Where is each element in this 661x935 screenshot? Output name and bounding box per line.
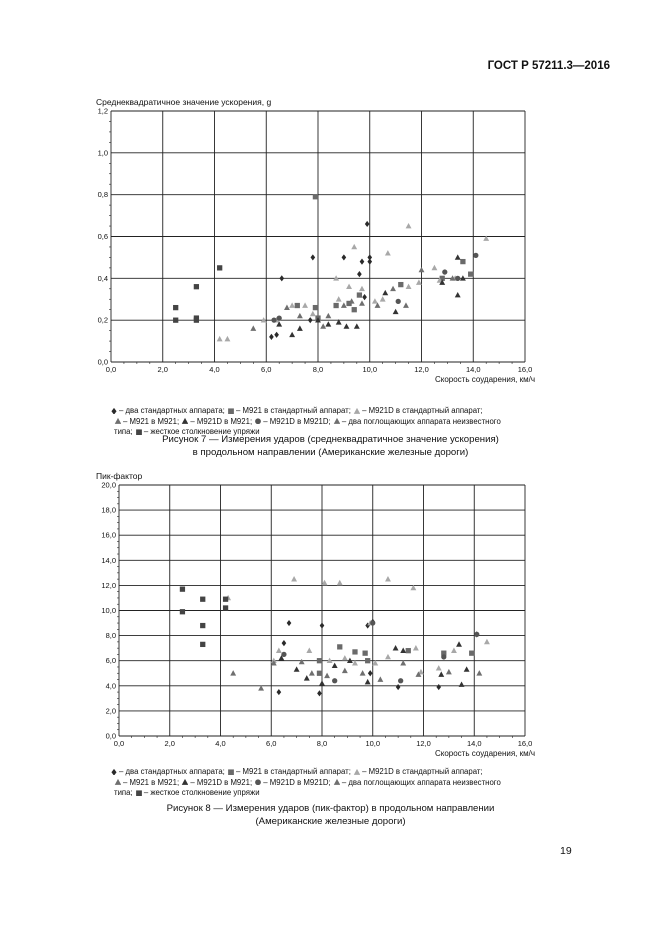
chart1-point-triangle_dark	[325, 321, 331, 326]
chart2-point-triangle_dark	[319, 680, 325, 685]
legend-label: – два стандартных аппарата;	[119, 767, 227, 776]
chart2-y-tick-label: 16,0	[101, 530, 116, 540]
chart1-point-circle_gray	[271, 318, 276, 323]
chart2-point-triangle_light	[337, 580, 343, 585]
chart1-point-triangle_light	[416, 279, 422, 284]
legend-marker-shape	[228, 769, 234, 775]
chart1-point-square_gray	[460, 259, 465, 264]
chart2-point-triangle_dark	[459, 681, 465, 686]
chart1-point-diamond_dark	[279, 275, 284, 281]
legend-item	[181, 778, 254, 787]
chart2-point-square_dark	[200, 597, 205, 602]
chart2-y-axis-label: Пик-фактор	[96, 471, 143, 481]
legend-row	[110, 778, 501, 789]
legend-label: – M921 в M921;	[123, 416, 182, 426]
chart1-point-triangle_light	[346, 284, 352, 289]
chart2-y-tick-label: 4,0	[105, 681, 116, 691]
legend-marker-triangle_mid	[114, 778, 121, 785]
legend-item	[254, 417, 333, 426]
chart1-y-tick-label: 0,6	[97, 232, 108, 241]
chart1-point-diamond_dark	[360, 259, 365, 265]
chart2-point-triangle_light	[484, 639, 490, 644]
chart2-point-triangle_light	[342, 655, 348, 660]
chart2-point-square_gray	[469, 651, 474, 656]
chart2-point-diamond_dark	[396, 684, 401, 690]
chart1-point-diamond_dark	[269, 334, 274, 340]
chart1-point-circle_gray	[442, 269, 447, 274]
legend-marker-triangle_dark	[181, 778, 188, 785]
chart2-point-circle_gray	[474, 632, 479, 637]
chart1-point-diamond_dark	[367, 259, 372, 265]
chart2-point-square_gray	[406, 648, 411, 653]
legend-marker-shape	[255, 418, 261, 424]
chart2-point-triangle_mid	[377, 676, 383, 681]
legend-item	[353, 406, 483, 415]
chart2-y-tick-label: 2,0	[105, 706, 116, 716]
legend-item	[110, 406, 227, 415]
legend-marker-square_gray	[227, 407, 234, 414]
chart1-point-square_gray	[357, 292, 362, 297]
legend-item	[114, 417, 181, 426]
chart1-y-tick-label: 0,4	[97, 273, 108, 283]
legend-marker-shape	[111, 768, 116, 774]
legend-item	[353, 767, 483, 776]
figure7-caption-line1: Рисунок 7 — Измерения ударов (среднеквадратичное значение ускорения)	[162, 434, 499, 445]
chart2-x-tick-label: 16,0	[517, 739, 533, 748]
figure7-caption	[0, 433, 661, 459]
chart1-point-triangle_light	[351, 244, 357, 249]
chart1-point-triangle_dark	[289, 332, 295, 337]
legend-marker-shape	[255, 779, 261, 785]
chart2-point-triangle_light	[322, 580, 328, 585]
chart2-points	[180, 576, 490, 696]
chart1-point-triangle_mid	[250, 325, 256, 330]
chart1-point-diamond_dark	[274, 332, 279, 338]
chart1-point-triangle_mid	[320, 323, 326, 328]
chart2-y-tick-label: 0,0	[105, 731, 116, 741]
chart2-point-triangle_light	[385, 654, 391, 659]
legend-label: – жесткое столкновение упряжи	[143, 788, 260, 797]
chart2-x-tick-label: 10,0	[365, 739, 381, 748]
chart2-y-tick-label: 20,0	[101, 480, 116, 490]
legend-item	[227, 767, 353, 776]
legend-label: – два стандартных аппарата;	[119, 406, 227, 415]
chart1-point-square_gray	[333, 303, 338, 308]
chart2-point-diamond_dark	[282, 640, 287, 646]
legend-marker-triangle_light	[353, 407, 360, 414]
chart1-point-triangle_dark	[455, 254, 461, 259]
chart2-point-circle_gray	[441, 654, 446, 659]
legend-marker-shape	[354, 768, 360, 774]
chart1-point-triangle_light	[217, 336, 223, 341]
chart2-point-triangle_light	[385, 576, 391, 581]
chart1-point-triangle_light	[224, 336, 230, 341]
chart2-y-tick-label: 6,0	[105, 656, 116, 666]
legend-marker-shape	[182, 418, 188, 424]
chart1-point-triangle_mid	[297, 313, 303, 318]
chart1-point-circle_gray	[455, 276, 460, 281]
chart1-point-triangle_mid	[359, 300, 365, 305]
chart1-x-axis-label: Скорость соударения, км/ч	[434, 375, 535, 384]
chart1-point-square_gray	[352, 307, 357, 312]
chart1-point-triangle_light	[406, 284, 412, 289]
chart2-point-square_gray	[352, 649, 357, 654]
chart2-point-diamond_dark	[317, 690, 322, 696]
chart2-point-triangle_light	[276, 648, 282, 653]
chart1-point-triangle_dark	[455, 292, 461, 297]
chart2-point-triangle_mid	[230, 670, 236, 675]
chart2-point-triangle_dark	[294, 666, 300, 671]
legend-marker-diamond_dark	[110, 768, 117, 775]
chart2-point-diamond_dark	[320, 622, 325, 628]
chart1-point-square_dark	[217, 265, 222, 270]
chart2-point-triangle_dark	[438, 671, 444, 676]
chart1-x-tick-label: 16,0	[517, 365, 533, 374]
chart1-point-triangle_mid	[390, 286, 396, 291]
chart2-point-square_gray	[363, 651, 368, 656]
chart2-point-triangle_mid	[299, 659, 305, 664]
chart1-y-tick-label: 0,2	[97, 315, 108, 325]
legend-marker-square_dark	[135, 789, 142, 796]
chart2-point-triangle_light	[291, 576, 297, 581]
chart1-point-diamond_dark	[362, 294, 367, 300]
legend-label: типа;	[114, 427, 135, 436]
chart2-x-tick-label: 2,0	[164, 739, 175, 748]
chart2-legend	[110, 767, 501, 799]
chart2-point-square_gray	[317, 671, 322, 676]
chart1-y-tick-label: 1,2	[97, 106, 108, 116]
chart1-point-triangle_dark	[393, 309, 399, 314]
chart2-x-tick-label: 6,0	[266, 739, 277, 748]
legend-item	[181, 417, 254, 426]
chart2-point-triangle_dark	[464, 666, 470, 671]
chart1-point-triangle_light	[372, 298, 378, 303]
chart1-point-triangle_light	[385, 250, 391, 255]
legend-marker-triangle_dark	[181, 417, 188, 424]
legend-label: – два поглощающих аппарата неизвестного	[341, 777, 501, 787]
chart1-point-triangle_mid	[403, 302, 409, 307]
legend-label: – жесткое столкновение упряжи	[143, 427, 260, 436]
chart1-point-square_dark	[173, 318, 178, 323]
chart1-point-triangle_dark	[382, 290, 388, 295]
chart1-x-tick-label: 10,0	[362, 365, 378, 374]
legend-item	[254, 778, 333, 787]
legend-marker-triangle_mid	[114, 417, 121, 424]
chart1-point-diamond_dark	[311, 254, 316, 260]
chart2-point-square_dark	[200, 623, 205, 628]
legend-marker-shape	[228, 408, 234, 414]
legend-marker-triangle_mid	[333, 417, 340, 424]
legend-label: – M921 в стандартный аппарат;	[236, 406, 354, 415]
legend-label: – M921D в M921D;	[263, 777, 333, 787]
figure8-caption-line2: (Американские железные дороги)	[255, 816, 406, 827]
chart2-point-triangle_dark	[332, 663, 338, 668]
chart1-point-triangle_light	[431, 265, 437, 270]
legend-item	[114, 778, 181, 787]
chart1-point-circle_gray	[396, 299, 401, 304]
legend-label: – M921D в стандартный аппарат;	[362, 406, 483, 415]
chart1-point-square_gray	[398, 282, 403, 287]
chart2-point-square_gray	[317, 658, 322, 663]
chart1-grid	[109, 111, 525, 364]
chart1-point-triangle_dark	[344, 323, 350, 328]
chart2-point-triangle_mid	[309, 670, 315, 675]
document-id: ГОСТ Р 57211.3—2016	[487, 60, 610, 72]
chart1-y-tick-label: 0,0	[97, 357, 108, 367]
chart1-point-triangle_light	[380, 296, 386, 301]
legend-marker-shape	[115, 418, 121, 424]
legend-item	[227, 406, 353, 415]
chart2-point-diamond_dark	[368, 670, 373, 676]
legend-marker-triangle_mid	[333, 778, 340, 785]
chart1-point-square_gray	[313, 194, 318, 199]
legend-marker-triangle_light	[353, 768, 360, 775]
chart1-point-triangle_mid	[341, 302, 347, 307]
chart2-x-axis-label: Скорость соударения, км/ч	[434, 749, 535, 758]
chart2-point-triangle_dark	[393, 645, 399, 650]
legend-item	[135, 788, 260, 797]
chart2-point-circle_gray	[370, 620, 375, 625]
legend-label: – M921 в стандартный аппарат;	[236, 767, 354, 776]
chart2-point-triangle_mid	[476, 670, 482, 675]
chart2-point-triangle_light	[451, 648, 457, 653]
figure7-caption-line2: в продольном направлении (Американские железные дороги)	[192, 447, 469, 458]
chart2-point-circle_gray	[398, 678, 403, 683]
chart2-y-tick-label: 14,0	[101, 555, 116, 565]
chart1-point-triangle_light	[310, 311, 316, 316]
chart2-y-tick-label: 12,0	[101, 580, 116, 590]
legend-marker-diamond_dark	[110, 407, 117, 414]
legend-item	[333, 417, 501, 426]
chart2-point-triangle_dark	[304, 675, 310, 680]
legend-marker-shape	[115, 779, 121, 785]
chart2-point-triangle_mid	[342, 668, 348, 673]
legend-marker-shape	[334, 418, 340, 424]
figure8-caption-line1: Рисунок 8 — Измерения ударов (пик-фактор) в продольном направлении	[166, 803, 495, 814]
chart1-point-square_gray	[313, 305, 318, 310]
chart1-point-square_gray	[295, 303, 300, 308]
chart2-point-triangle_light	[306, 648, 312, 653]
chart2-point-square_dark	[223, 597, 228, 602]
chart2-point-square_dark	[200, 642, 205, 647]
chart1-point-square_dark	[194, 284, 199, 289]
chart1-point-circle_gray	[277, 315, 282, 320]
chart1-y-tick-label: 0,8	[97, 190, 108, 200]
chart2-point-triangle_dark	[456, 641, 462, 646]
chart2-point-square_gray	[337, 644, 342, 649]
legend-label: типа;	[114, 788, 135, 797]
legend-label: – M921D в M921;	[190, 416, 255, 426]
chart1-point-square_dark	[173, 305, 178, 310]
legend-row	[110, 788, 501, 799]
chart1-point-diamond_dark	[365, 221, 370, 227]
chart1-point-triangle_mid	[284, 305, 290, 310]
chart1-y-axis-label: Среднеквадратичное значение ускорения, g	[96, 97, 272, 107]
chart1-point-diamond_dark	[342, 254, 347, 260]
legend-row	[110, 417, 501, 428]
legend-label: – M921 в M921;	[123, 777, 182, 787]
chart1-point-diamond_dark	[357, 271, 362, 277]
chart2-point-square_gray	[365, 658, 370, 663]
chart2-x-tick-label: 4,0	[215, 739, 226, 748]
legend-label: – M921D в M921D;	[263, 416, 333, 426]
page-number: 19	[560, 845, 572, 857]
chart1-point-square_gray	[468, 272, 473, 277]
chart2-point-square_dark	[223, 605, 228, 610]
chart1-point-triangle_mid	[419, 267, 425, 272]
chart2-point-square_dark	[180, 587, 185, 592]
chart1-x-tick-label: 2,0	[157, 365, 168, 374]
legend-row	[110, 406, 501, 417]
chart2-x-tick-label: 0,0	[113, 739, 125, 748]
chart1-points	[173, 194, 489, 341]
chart1-point-square_dark	[194, 315, 199, 320]
chart2-y-tick-label: 18,0	[101, 505, 116, 515]
chart2-point-diamond_dark	[277, 689, 282, 695]
chart1-point-triangle_dark	[297, 325, 303, 330]
legend-item	[110, 767, 227, 776]
chart2-grid	[117, 485, 525, 738]
legend-marker-shape	[354, 407, 360, 413]
legend-item	[114, 788, 135, 797]
figure8-caption	[0, 802, 661, 828]
legend-marker-circle_gray	[254, 417, 261, 424]
chart2-point-triangle_mid	[360, 670, 366, 675]
chart1-x-tick-label: 14,0	[465, 365, 481, 374]
chart2-y-tick-label: 8,0	[105, 631, 116, 641]
chart2-point-square_dark	[180, 609, 185, 614]
legend-marker-shape	[111, 407, 116, 413]
chart1-point-triangle_light	[406, 223, 412, 228]
chart2-point-triangle_light	[413, 645, 419, 650]
chart2-point-diamond_dark	[287, 620, 292, 626]
chart1-point-circle_gray	[473, 253, 478, 258]
chart2-point-triangle_mid	[324, 673, 330, 678]
legend-label: – M921D в M921;	[190, 777, 255, 787]
chart2-point-triangle_mid	[446, 669, 452, 674]
legend-marker-shape	[334, 779, 340, 785]
chart1-x-tick-label: 12,0	[414, 365, 429, 374]
legend-item	[333, 778, 501, 787]
chart2-x-tick-label: 8,0	[316, 739, 328, 748]
legend-row	[110, 767, 501, 778]
legend-marker-shape	[182, 779, 188, 785]
chart2-point-circle_gray	[281, 652, 286, 657]
chart1-point-triangle_light	[289, 302, 295, 307]
chart2-point-diamond_dark	[436, 684, 441, 690]
chart1-x-tick-label: 6,0	[261, 365, 272, 374]
legend-marker-shape	[136, 790, 142, 796]
chart2-point-triangle_dark	[365, 679, 371, 684]
chart2-x-tick-label: 14,0	[466, 739, 482, 748]
chart2-point-circle_gray	[332, 678, 337, 683]
chart1-x-tick-label: 0,0	[105, 365, 117, 374]
chart2-y-tick-label: 10,0	[101, 606, 116, 615]
chart2-point-triangle_light	[436, 665, 442, 670]
chart1-point-diamond_dark	[308, 317, 313, 323]
chart2-point-triangle_dark	[400, 648, 406, 653]
chart1-x-tick-label: 4,0	[209, 365, 220, 374]
legend-marker-square_gray	[227, 768, 234, 775]
chart1-point-triangle_dark	[354, 323, 360, 328]
chart1-point-triangle_light	[359, 286, 365, 291]
legend-label: – M921D в стандартный аппарат;	[362, 767, 483, 776]
legend-label: – два поглощающих аппарата неизвестного	[341, 416, 501, 426]
chart1-point-triangle_light	[336, 296, 342, 301]
chart1-point-triangle_mid	[325, 313, 331, 318]
chart1-point-triangle_light	[302, 302, 308, 307]
chart1-x-tick-label: 8,0	[312, 365, 324, 374]
chart2-x-tick-label: 12,0	[416, 739, 431, 748]
chart1-y-tick-label: 1,0	[97, 148, 108, 158]
legend-marker-circle_gray	[254, 778, 261, 785]
